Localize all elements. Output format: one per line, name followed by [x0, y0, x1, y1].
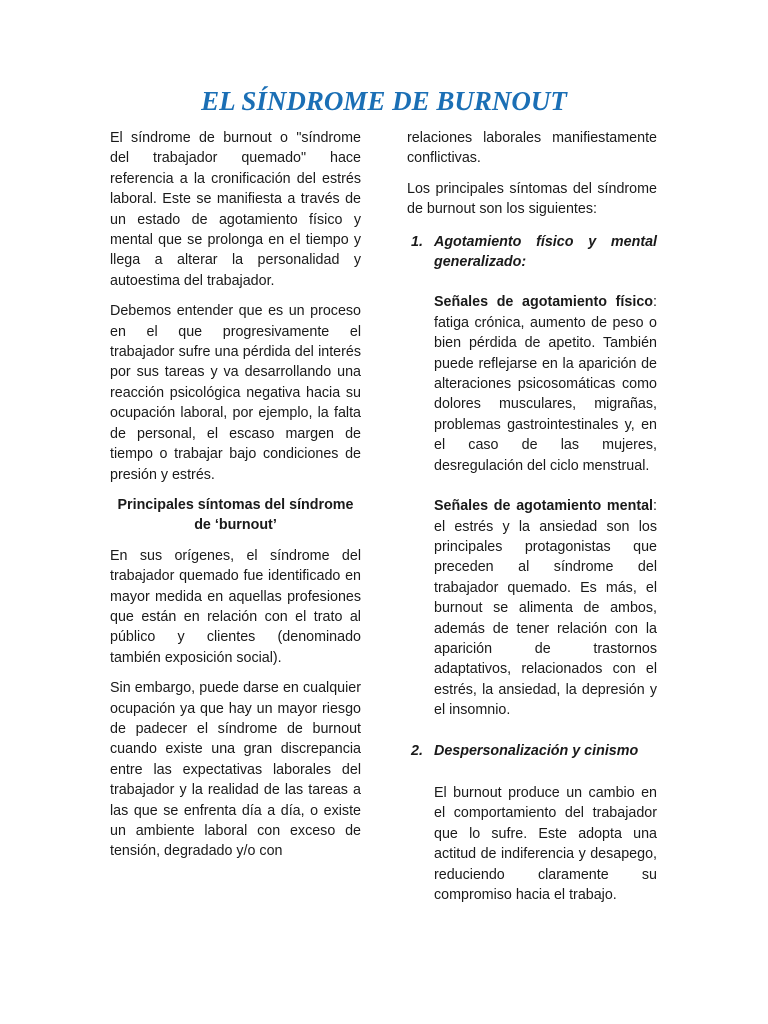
- paragraph-process: Debemos entender que es un proceso en el que progresivamente el trabajador sufre una pérdida del interés por sus tareas y va desarrollando una reacción psicológica negativa hacia su ocupación laboral, por ejemplo, la falta de personal, el escaso margen de tiempo o trabajar bajo condiciones de presión y estrés.: [110, 303, 361, 483]
- list-item-depersonalization: [407, 741, 657, 761]
- list-number: 2.: [411, 742, 423, 759]
- physical-signs-label: Señales de agotamiento físico: [434, 294, 654, 311]
- depersonalization-text: El burnout produce un cambio en el comportamiento del trabajador que lo sufre. Este adopta una actitud de indiferencia y desapego, reduciendo claramente su compromiso hacia el trabajo.: [434, 784, 657, 903]
- mental-signs-block: [407, 496, 657, 720]
- right-column: [407, 128, 657, 905]
- left-column: [110, 128, 361, 872]
- paragraph-any-occupation: Sin embargo, puede darse en cualquier ocupación ya que hay un mayor riesgo de padecer el síndrome de burnout cuando existe una gran discrepancia entre las expectativas laborales del trabajador y la realidad de las tareas a las que se enfrenta día a día, o existe un ambiente laboral con exceso de tensión, degradado y/o con: [110, 680, 361, 860]
- physical-signs-block: [407, 292, 657, 476]
- page-title: EL SÍNDROME DE BURNOUT: [201, 86, 567, 116]
- paragraph-continuation: relaciones laborales manifiestamente conflictivas.: [407, 130, 657, 167]
- mental-signs-label: Señales de agotamiento mental: [434, 498, 654, 515]
- paragraph-definition: El síndrome de burnout o "síndrome del trabajador quemado" hace referencia a la cronificación del estrés laboral. Este se manifiesta a través de un estado de agotamiento físico y mental que se prolonga en el tiempo y llega a alterar la personalidad y autoestima del trabajador.: [110, 130, 361, 289]
- list-number: 1.: [411, 233, 423, 250]
- list-item-title: Agotamiento físico y mental generalizado:: [434, 233, 657, 271]
- list-item-title: Despersonalización y cinismo: [434, 742, 639, 759]
- section-heading-symptoms: Principales síntomas del síndrome de ‘burnout’: [117, 496, 354, 534]
- mental-signs-text: : el estrés y la ansiedad son los principales protagonistas que preceden al síndrome del trabajador quemado. Es más, el burnout se alimenta de ambos, además de tener relación con la aparición de trastornos adaptativos, relacionados con el estrés, la ansiedad, la depresión y el insomnio.: [434, 498, 657, 719]
- paragraph-origins: En sus orígenes, el síndrome del trabajador quemado fue identificado en mayor medida en aquellas profesiones que están en relación con el trato al público y clientes (denominado también exposición social).: [110, 547, 361, 666]
- paragraph-symptoms-intro: Los principales síntomas del síndrome de burnout son los siguientes:: [407, 180, 657, 218]
- list-item-exhaustion: [407, 232, 657, 273]
- physical-signs-text: : fatiga crónica, aumento de peso o bien pérdida de apetito. También puede reflejarse en la aparición de alteraciones psicosomáticas como dolores musculares, migrañas, problemas gastrointestinales y, en el caso de las mujeres, desregulación del ciclo menstrual.: [434, 294, 657, 474]
